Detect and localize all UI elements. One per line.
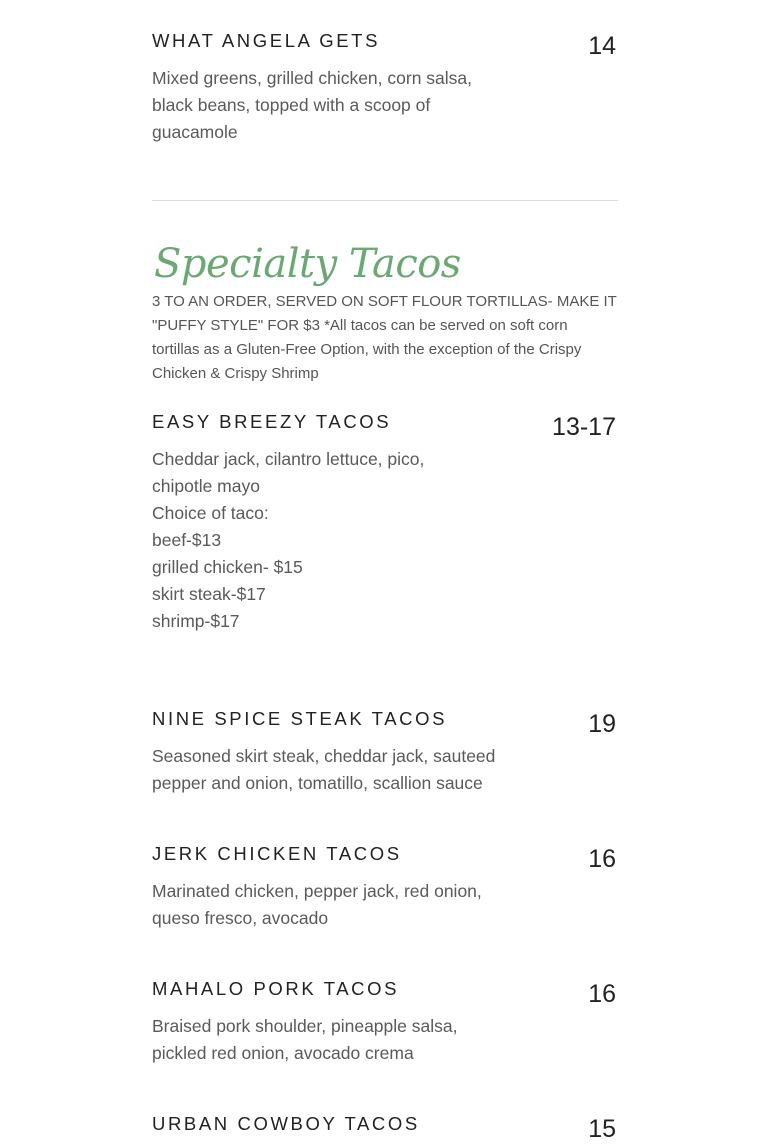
section-divider — [152, 200, 618, 201]
description-line: skirt steak-$17 — [152, 584, 266, 604]
description-line: chipotle mayo — [152, 476, 260, 496]
menu-item-name: URBAN COWBOY TACOS — [152, 1113, 420, 1134]
section-title: Specialty Tacos — [154, 241, 461, 287]
description-line: beef-$13 — [152, 530, 222, 550]
description-line: queso fresco, avocado — [152, 908, 329, 928]
menu-item-name: JERK CHICKEN TACOS — [152, 843, 402, 864]
menu-item-description — [152, 65, 497, 146]
description-line: pepper and onion, tomatillo, scallion sauce — [152, 773, 483, 793]
menu-item-name: EASY BREEZY TACOS — [152, 411, 392, 432]
menu-item-description — [152, 446, 497, 635]
description-line: Seasoned skirt steak, cheddar jack, sauteed — [152, 746, 496, 766]
menu-item-price: 15 — [588, 1115, 616, 1143]
section-note-line: tortillas as a Gluten-Free Option, with the exception of the Crispy — [152, 341, 582, 358]
description-line: pickled red onion, avocado crema — [152, 1043, 414, 1063]
menu-item-price: 16 — [588, 845, 616, 873]
description-line: Marinated chicken, pepper jack, red onion, — [152, 881, 482, 901]
description-line: grilled chicken- $15 — [152, 557, 303, 577]
menu-item-price: 19 — [588, 710, 616, 738]
description-line: guacamole — [152, 122, 238, 142]
menu-item-price: 13-17 — [552, 413, 616, 441]
description-line: Braised pork shoulder, pineapple salsa, — [152, 1016, 458, 1036]
section-note-line: "PUFFY STYLE" FOR $3 *All tacos can be served on soft corn — [152, 317, 568, 334]
description-line: shrimp-$17 — [152, 611, 240, 631]
section-note-line: 3 TO AN ORDER, SERVED ON SOFT FLOUR TORTILLAS- MAKE IT — [152, 293, 617, 310]
menu-item-price: 14 — [588, 32, 616, 60]
description-line: Choice of taco: — [152, 503, 269, 523]
description-line: black beans, topped with a scoop of — [152, 95, 431, 115]
section-note — [152, 290, 618, 386]
menu-item-name: WHAT ANGELA GETS — [152, 30, 381, 51]
menu-item-description — [152, 743, 497, 797]
menu-item-description — [152, 1013, 497, 1067]
section-note-line: Chicken & Crispy Shrimp — [152, 365, 319, 382]
menu-item-name: MAHALO PORK TACOS — [152, 978, 400, 999]
menu-item-name: NINE SPICE STEAK TACOS — [152, 708, 448, 729]
menu-item-description — [152, 878, 497, 932]
description-line: Mixed greens, grilled chicken, corn salsa, — [152, 68, 473, 88]
description-line: Cheddar jack, cilantro lettuce, pico, — [152, 449, 425, 469]
menu-item-price: 16 — [588, 980, 616, 1008]
